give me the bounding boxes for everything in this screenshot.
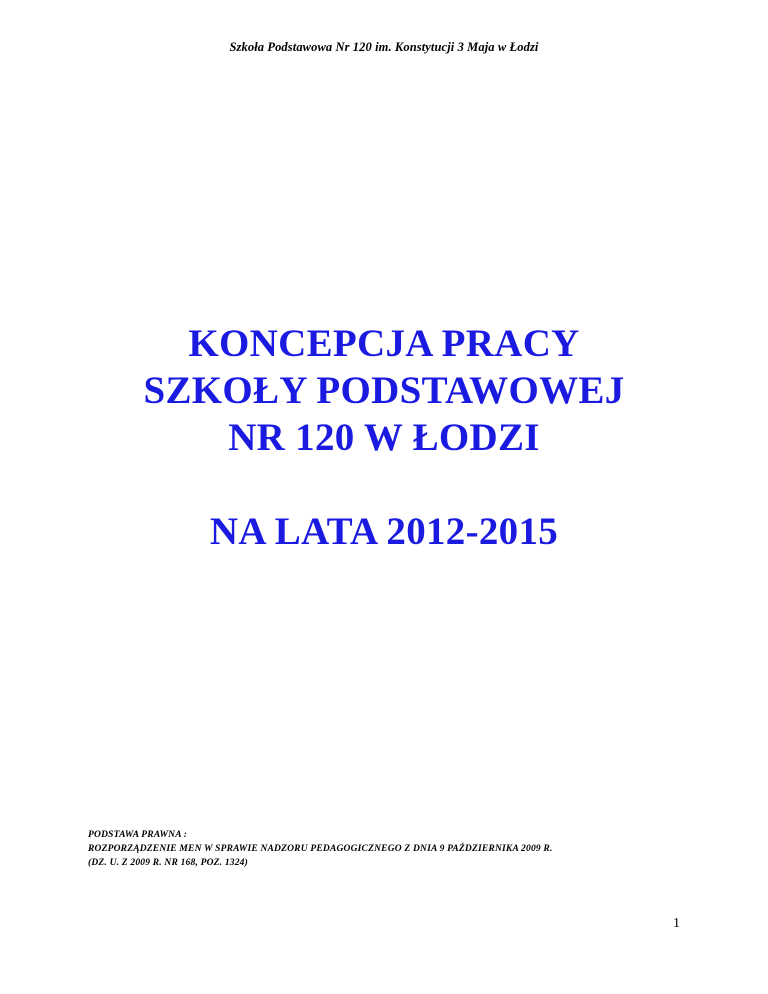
document-title [0,320,768,555]
title-line-5: NA LATA 2012-2015 [209,510,559,553]
page-number: 1 [673,916,680,931]
legal-basis-regulation: ROZPORZĄDZENIE MEN W SPRAWIE NADZORU PEDAGOGICZNEGO Z DNIA 9 PAŹDZIERNIKA 2009 R. [88,844,553,854]
legal-basis-journal: (DZ. U. Z 2009 R. NR 168, POZ. 1324) [88,858,248,868]
title-line-2: SZKOŁY PODSTAWOWEJ [143,369,625,412]
page-header: Szkoła Podstawowa Nr 120 im. Konstytucji 3 Maja w Łodzi [229,40,539,54]
title-line-1: KONCEPCJA PRACY [188,322,580,365]
title-line-blank [0,461,768,508]
legal-basis-label: PODSTAWA PRAWNA : [88,830,188,840]
title-line-3: NR 120 W ŁODZI [228,416,540,459]
legal-basis-block [88,828,688,870]
